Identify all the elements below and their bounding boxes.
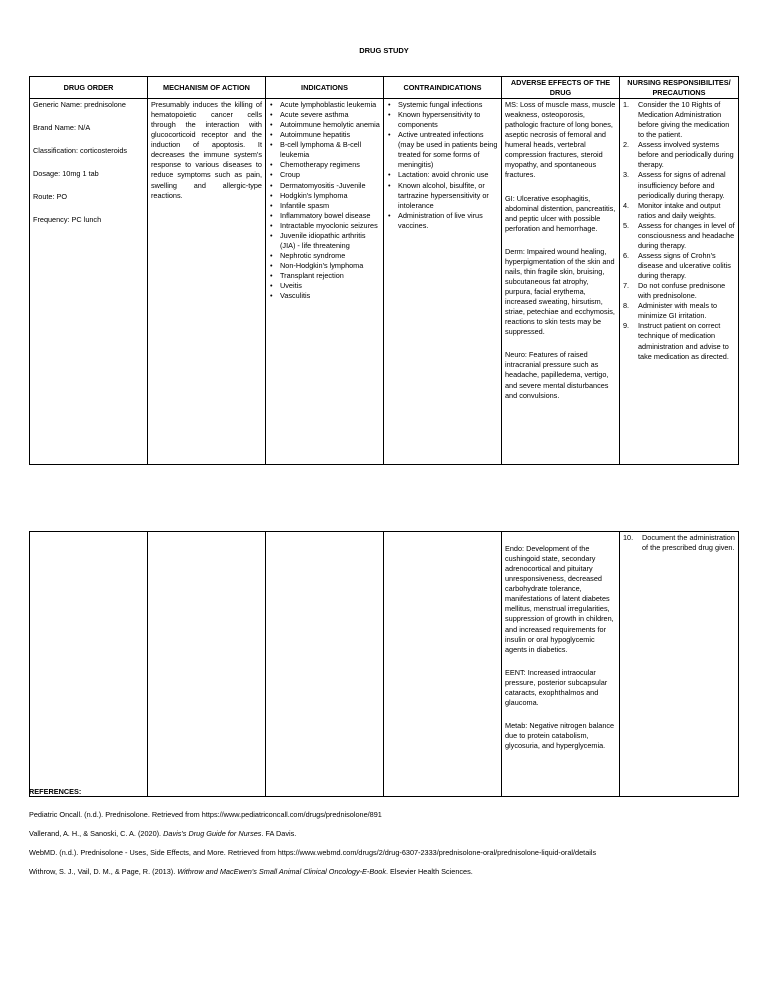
list-item: • Acute severe asthma xyxy=(280,110,380,120)
drug-order-cell-empty xyxy=(30,532,148,797)
item-number: 10. xyxy=(623,533,634,542)
list-item xyxy=(623,140,735,170)
list-item: • Autoimmune hemolytic anemia xyxy=(280,120,380,130)
item-text: Consider the 10 Rights of Medication Administration before giving the medication to the patient. xyxy=(638,100,730,140)
adverse-endo: Endo: Development of the cushingoid state, secondary adrenocortical and pituitary unresponsiveness, decreased carbohydrate tolerance, manifestations of latent diabetes mellitus, menstrual irregularities, suppression of growth in children, and increased requirements for insulin or oral hypoglycemic agents in diabetics. xyxy=(505,544,614,654)
list-item xyxy=(623,170,735,200)
adverse-effects-cell xyxy=(502,99,620,465)
list-item xyxy=(623,100,735,140)
table-row xyxy=(30,532,739,797)
item-number: 4. xyxy=(623,200,630,210)
references-heading: REFERENCES: xyxy=(29,787,82,796)
item-number: 9. xyxy=(623,321,630,331)
header-drug-order: DRUG ORDER xyxy=(30,77,148,99)
list-item: • Chemotherapy regimens xyxy=(280,160,380,170)
nursing-cell xyxy=(620,99,739,465)
adverse-metab: Metab: Negative nitrogen balance due to protein catabolism, glycosuria, and hyperglycemia. xyxy=(505,720,615,751)
list-item: • Inflammatory bowel disease xyxy=(280,211,380,221)
reference-item: Pediatric Oncall. (n.d.). Prednisolone. Retrieved from https://www.pediatriconcall.com/drugs/prednisolone/891 xyxy=(29,810,382,819)
page-title: DRUG STUDY xyxy=(359,46,409,55)
list-item: • B-cell lymphoma & B-cell leukemia xyxy=(280,140,380,160)
mechanism-cell-empty xyxy=(148,532,266,797)
list-item: • Active untreated infections (may be used in patients being treated for some forms of meningitis) xyxy=(398,130,498,170)
item-number: 1. xyxy=(623,100,630,109)
generic-name: Generic Name: prednisolone xyxy=(33,100,126,109)
adverse-effects-cell xyxy=(502,532,620,797)
reference-title: Davis's Drug Guide for Nurses xyxy=(163,829,262,838)
item-number: 5. xyxy=(623,220,630,230)
header-adverse-effects: ADVERSE EFFECTS OF THE DRUG xyxy=(502,77,620,99)
item-text: Instruct patient on correct technique of medication administration and advise to take medication as directed. xyxy=(638,321,729,361)
adverse-gi: GI: Ulcerative esophagitis, abdominal distention, pancreatitis, and peptic ulcer with possible perforation and hemorrhage. xyxy=(505,193,616,233)
list-item: • Dermatomyositis -Juvenile xyxy=(280,181,380,191)
item-text: Do not confuse prednisone with prednisolone. xyxy=(638,281,726,301)
item-number: 3. xyxy=(623,170,630,180)
adverse-eent: EENT: Increased intraocular pressure, posterior subcapsular cataracts, exophthalmos and glaucoma. xyxy=(505,667,608,707)
item-number: 7. xyxy=(623,281,630,291)
item-number: 8. xyxy=(623,301,630,311)
list-item: • Administration of live virus vaccines. xyxy=(398,211,498,231)
classification: Classification: corticosteroids xyxy=(33,146,128,156)
reference-item xyxy=(29,829,744,838)
reference-authors: Vallerand, A. H., & Sanoski, C. A. (2020). xyxy=(29,829,164,838)
list-item xyxy=(623,200,735,221)
route: Route: PO xyxy=(33,192,68,202)
adverse-derm: Derm: Impaired wound healing, hyperpigmentation of the skin and nails, thin fragile skin, bruising, subcutaneous fat atrophy, purpura, facial erythema, increased sweating, hirsutism, striae, petechiae and ecchymosis, reactions to skin tests may be suppressed. xyxy=(505,246,615,337)
mechanism-text: Presumably induces the killing of hematopoietic cancer cells through the interaction with glucocorticoid receptor and the induction of apoptosis. It decreases the immune system's response to various diseases to reduce symptoms such as pain, swelling and allergic-type reactions. xyxy=(151,100,262,200)
header-contraindications: CONTRAINDICATIONS xyxy=(384,77,502,99)
reference-item xyxy=(29,867,744,876)
list-item: • Infantile spasm xyxy=(280,201,380,211)
list-item: • Croup xyxy=(280,170,380,180)
table-row xyxy=(30,99,739,465)
list-item: • Vasculitis xyxy=(280,291,380,301)
drug-study-table xyxy=(29,76,739,465)
list-item xyxy=(623,301,735,321)
nursing-cell xyxy=(620,532,739,797)
dosage: Dosage: 10mg 1 tab xyxy=(33,169,99,179)
list-item xyxy=(623,250,735,281)
list-item: • Known alcohol, bisulfite, or tartrazine hypersensitivity or intolerance xyxy=(398,181,498,211)
header-mechanism: MECHANISM OF ACTION xyxy=(148,77,266,99)
reference-item: WebMD. (n.d.). Prednisolone - Uses, Side Effects, and More. Retrieved from https://www.webmd.com/drugs/2/drug-6307-2333/prednisolone-oral/prednisolone-liquid-oral/details xyxy=(29,848,597,857)
header-nursing: NURSING RESPONSIBILITES/ PRECAUTIONS xyxy=(620,77,739,99)
list-item: • Acute lymphoblastic leukemia xyxy=(280,100,380,110)
list-item xyxy=(623,220,735,251)
brand-name: Brand Name: N/A xyxy=(33,123,91,133)
list-item: • Juvenile idiopathic arthritis (JIA) - life threatening xyxy=(280,231,380,251)
list-item: • Intractable myoclonic seizures xyxy=(280,221,380,231)
list-item: • Nephrotic syndrome xyxy=(280,251,380,261)
item-number: 2. xyxy=(623,140,630,150)
references-section xyxy=(29,787,744,886)
list-item xyxy=(623,321,735,361)
reference-publisher: . Elsevier Health Sciences. xyxy=(386,867,473,876)
reference-title: Withrow and MacEwen's Small Animal Clinical Oncology-E-Book xyxy=(177,867,386,876)
list-item: • Transplant rejection xyxy=(280,271,380,281)
adverse-neuro: Neuro: Features of raised intracranial pressure such as headache, papilledema, vertigo, and severe mental disturbances and convulsions. xyxy=(505,350,609,400)
item-text: Assess for changes in level of consciousness and headache during therapy. xyxy=(638,220,735,250)
reference-authors: Withrow, S. J., Vail, D. M., & Page, R. (2013). xyxy=(29,867,178,876)
indications-cell-empty xyxy=(266,532,384,797)
list-item: • Autoimmune hepatitis xyxy=(280,130,380,140)
mechanism-cell xyxy=(148,99,266,465)
list-item: • Lactation: avoid chronic use xyxy=(398,170,498,180)
header-row xyxy=(30,77,739,99)
list-item xyxy=(623,281,735,301)
item-number: 6. xyxy=(623,250,630,260)
contraindications-cell xyxy=(384,99,502,465)
list-item xyxy=(623,533,735,553)
header-indications: INDICATIONS xyxy=(266,77,384,99)
item-text: Administer with meals to minimize GI irritation. xyxy=(638,301,718,321)
list-item: • Known hypersensitivity to components xyxy=(398,110,498,130)
drug-order-cell xyxy=(30,99,148,465)
list-item: • Hodgkin's lymphoma xyxy=(280,191,380,201)
adverse-ms: MS: Loss of muscle mass, muscle weakness, osteoporosis, pathologic fracture of long bones, aseptic necrosis of femoral and humeral heads, vertebral compression fractures, steroid myopathy, and spontaneous fractures. xyxy=(505,100,616,180)
list-item: • Non-Hodgkin's lymphoma xyxy=(280,261,380,271)
list-item: • Systemic fungal infections xyxy=(398,100,498,110)
contraindications-cell-empty xyxy=(384,532,502,797)
item-text: Assess for signs of adrenal insufficiency before and periodically during therapy. xyxy=(638,170,726,200)
item-text: Document the administration of the prescribed drug given. xyxy=(642,533,735,553)
item-text: Assess signs of Crohn's disease and ulcerative colitis during therapy. xyxy=(638,250,731,281)
item-text: Assess involved systems before and periodically during therapy. xyxy=(638,140,734,170)
list-item: • Uveitis xyxy=(280,281,380,291)
indications-cell xyxy=(266,99,384,465)
drug-study-table-continued xyxy=(29,531,739,797)
item-text: Monitor intake and output ratios and daily weights. xyxy=(638,200,721,220)
frequency: Frequency: PC lunch xyxy=(33,215,102,225)
reference-publisher: . FA Davis. xyxy=(261,829,297,838)
